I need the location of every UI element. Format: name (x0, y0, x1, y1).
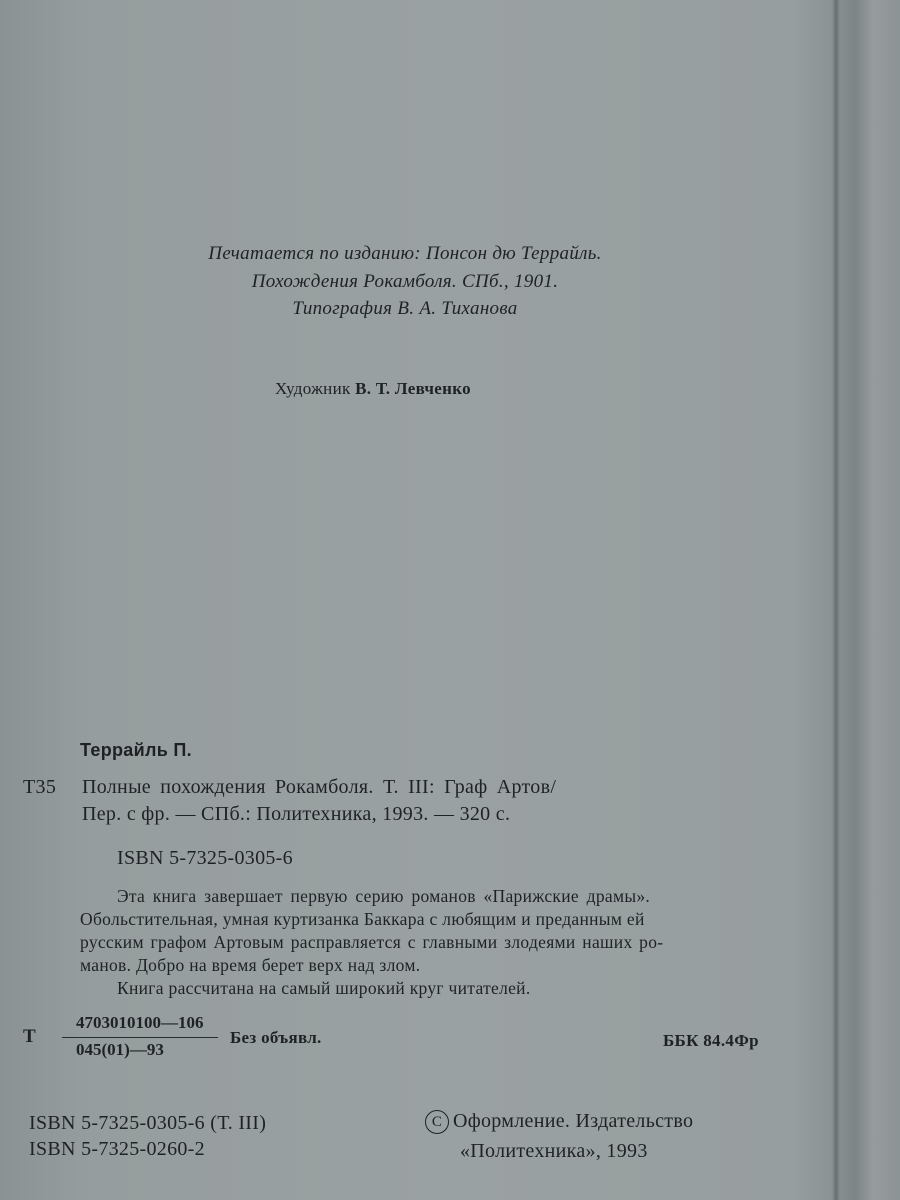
page-fold-shadow (832, 0, 840, 1200)
copyright-line-1 (425, 1110, 693, 1134)
annotation-line-4: манов. Добро на время берет верх над злом. (80, 955, 421, 975)
bibliographic-line-1: Полные похождения Рокамболя. Т. III: Граф Артов/ (82, 776, 557, 798)
index-denominator: 045(01)—93 (76, 1040, 164, 1059)
class-code: Т35 (23, 776, 57, 798)
copyright-text-1: Оформление. Издательство (453, 1110, 694, 1132)
annotation-line-5: Книга рассчитана на самый широкий круг читателей. (117, 978, 531, 998)
annotation-line-1: Эта книга завершает первую серию романов «Парижские драмы». (117, 886, 651, 906)
copyright-icon: C (425, 1110, 449, 1134)
source-edition-line-2: Похождения Рокамболя. СПб., 1901. (251, 271, 559, 292)
source-edition-line-3: Типография В. А. Тиханова (292, 298, 518, 319)
source-edition-line-1: Печатается по изданию: Понсон дю Террайль. (208, 243, 602, 264)
artist-label: Художник (275, 379, 351, 398)
artist-name: В. Т. Левченко (355, 379, 471, 398)
index-numerator: 4703010100—106 (76, 1013, 204, 1032)
show-through-text (40, 0, 70, 98)
annotation-line-2: Обольстительная, умная куртизанка Баккара с любящим и преданным ей (80, 909, 645, 929)
author-heading: Террайль П. (80, 740, 192, 760)
annotation-line-3: русским графом Артовым расправляется с главными злодеями наших ро- (80, 932, 664, 952)
index-letter: Т (23, 1026, 36, 1047)
isbn-main: ISBN 5-7325-0305-6 (117, 847, 293, 869)
bbk-code: ББК 84.4Фр (663, 1031, 759, 1050)
index-note: Без объявл. (230, 1028, 322, 1047)
isbn-set: ISBN 5-7325-0260-2 (29, 1138, 205, 1160)
index-fraction-bar (62, 1037, 218, 1038)
bibliographic-line-2: Пер. с фр. — СПб.: Политехника, 1993. — 320 с. (82, 803, 511, 825)
copyright-line-2: «Политехника», 1993 (460, 1140, 648, 1162)
artist-credit (275, 379, 471, 399)
isbn-volume: ISBN 5-7325-0305-6 (Т. III) (29, 1112, 267, 1134)
